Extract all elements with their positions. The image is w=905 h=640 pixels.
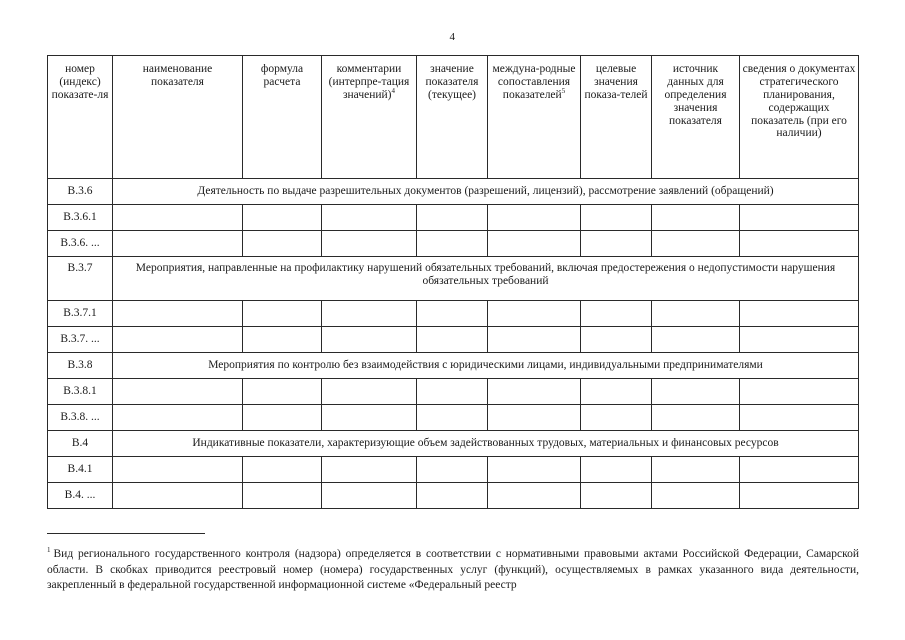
row-code: В.4	[48, 431, 113, 457]
section-row	[48, 179, 859, 205]
header-data-source: источник данных для определения значения показателя	[652, 56, 740, 179]
cell	[581, 457, 652, 483]
section-title: Индикативные показатели, характеризующие объем задействованных трудовых, материальных и финансовых ресурсов	[113, 431, 859, 457]
cell	[488, 379, 581, 405]
row-code: В.3.7. ...	[48, 327, 113, 353]
cell	[113, 301, 243, 327]
header-strategic-documents: сведения о документах стратегического планирования, содержащих показатель (при его наличии)	[740, 56, 859, 179]
section-title: Деятельность по выдаче разрешительных документов (разрешений, лицензий), рассмотрение заявлений (обращений)	[113, 179, 859, 205]
cell	[581, 405, 652, 431]
cell	[417, 405, 488, 431]
cell	[243, 457, 322, 483]
cell	[322, 457, 417, 483]
header-comments: комментарии (интерпре-тация значений)$^4$	[322, 56, 417, 179]
cell	[417, 231, 488, 257]
cell	[322, 405, 417, 431]
section-row	[48, 431, 859, 457]
cell	[581, 205, 652, 231]
cell	[243, 405, 322, 431]
section-row	[48, 353, 859, 379]
cell	[322, 327, 417, 353]
cell	[417, 483, 488, 509]
table-row	[48, 405, 859, 431]
cell	[417, 327, 488, 353]
header-name: наименование показателя	[113, 56, 243, 179]
header-formula: формула расчета	[243, 56, 322, 179]
row-code: В.3.6. ...	[48, 231, 113, 257]
row-code: В.4.1	[48, 457, 113, 483]
cell	[417, 457, 488, 483]
table-row	[48, 301, 859, 327]
cell	[488, 205, 581, 231]
table-row	[48, 231, 859, 257]
cell	[581, 379, 652, 405]
cell	[243, 379, 322, 405]
cell	[322, 205, 417, 231]
cell	[581, 231, 652, 257]
cell	[417, 301, 488, 327]
footnote	[47, 543, 859, 594]
cell	[581, 483, 652, 509]
cell	[113, 231, 243, 257]
cell	[113, 379, 243, 405]
cell	[740, 327, 859, 353]
row-code: В.3.8. ...	[48, 405, 113, 431]
cell	[322, 231, 417, 257]
cell	[581, 301, 652, 327]
cell	[740, 379, 859, 405]
indicators-table	[47, 55, 859, 509]
table-row	[48, 483, 859, 509]
footnote-ref-4: 4	[391, 86, 396, 95]
row-code: В.3.8.1	[48, 379, 113, 405]
cell	[243, 483, 322, 509]
row-code: В.3.6	[48, 179, 113, 205]
cell	[740, 483, 859, 509]
row-code: В.3.8	[48, 353, 113, 379]
cell	[243, 327, 322, 353]
cell	[740, 301, 859, 327]
row-code: В.3.6.1	[48, 205, 113, 231]
cell	[488, 301, 581, 327]
cell	[652, 379, 740, 405]
footnote-text: Вид регионального государственного контроля (надзора) определяется в соответствии с нормативными правовыми актами Российской Федерации, Самарской области. В скобках приводится реестровый номер (номера) государственных услуг (функций), осуществляемых в рамках указанного вида деятельности, закрепленный в федеральной государственной информационной системе «Федеральный реестр	[47, 548, 859, 591]
cell	[740, 205, 859, 231]
cell	[322, 483, 417, 509]
page-number: 4	[449, 31, 456, 43]
cell	[322, 301, 417, 327]
row-code: В.3.7.1	[48, 301, 113, 327]
cell	[243, 231, 322, 257]
header-target-values: целевые значения показа-телей	[581, 56, 652, 179]
table-row	[48, 379, 859, 405]
cell	[113, 405, 243, 431]
cell	[113, 483, 243, 509]
cell	[243, 205, 322, 231]
table-row	[48, 327, 859, 353]
cell	[652, 231, 740, 257]
table-row	[48, 457, 859, 483]
section-title: Мероприятия по контролю без взаимодействия с юридическими лицами, индивидуальными предпринимателями	[113, 353, 859, 379]
cell	[740, 457, 859, 483]
cell	[113, 327, 243, 353]
cell	[652, 483, 740, 509]
cell	[581, 327, 652, 353]
cell	[113, 205, 243, 231]
cell	[488, 327, 581, 353]
footnote-mark: 1	[47, 546, 51, 554]
header-international-comparison: междуна-родные сопоставления показателей$^5$	[488, 56, 581, 179]
cell	[652, 327, 740, 353]
header-current-value: значение показателя (текущее)	[417, 56, 488, 179]
cell	[652, 205, 740, 231]
cell	[322, 379, 417, 405]
cell	[488, 483, 581, 509]
table-header-row	[48, 56, 859, 179]
row-code: В.4. ...	[48, 483, 113, 509]
cell	[740, 231, 859, 257]
cell	[740, 405, 859, 431]
cell	[652, 301, 740, 327]
footnote-ref-5: 5	[561, 86, 566, 95]
cell	[113, 457, 243, 483]
footnote-divider	[47, 533, 205, 534]
cell	[417, 205, 488, 231]
cell	[652, 405, 740, 431]
cell	[652, 457, 740, 483]
section-title: Мероприятия, направленные на профилактику нарушений обязательных требований, включая предостережения о недопустимости нарушения обязательных требований	[113, 257, 859, 301]
cell	[243, 301, 322, 327]
cell	[417, 379, 488, 405]
cell	[488, 405, 581, 431]
table-row	[48, 205, 859, 231]
cell	[488, 457, 581, 483]
header-index: номер (индекс) показате-ля	[48, 56, 113, 179]
section-row	[48, 257, 859, 301]
row-code: В.3.7	[48, 257, 113, 301]
cell	[488, 231, 581, 257]
